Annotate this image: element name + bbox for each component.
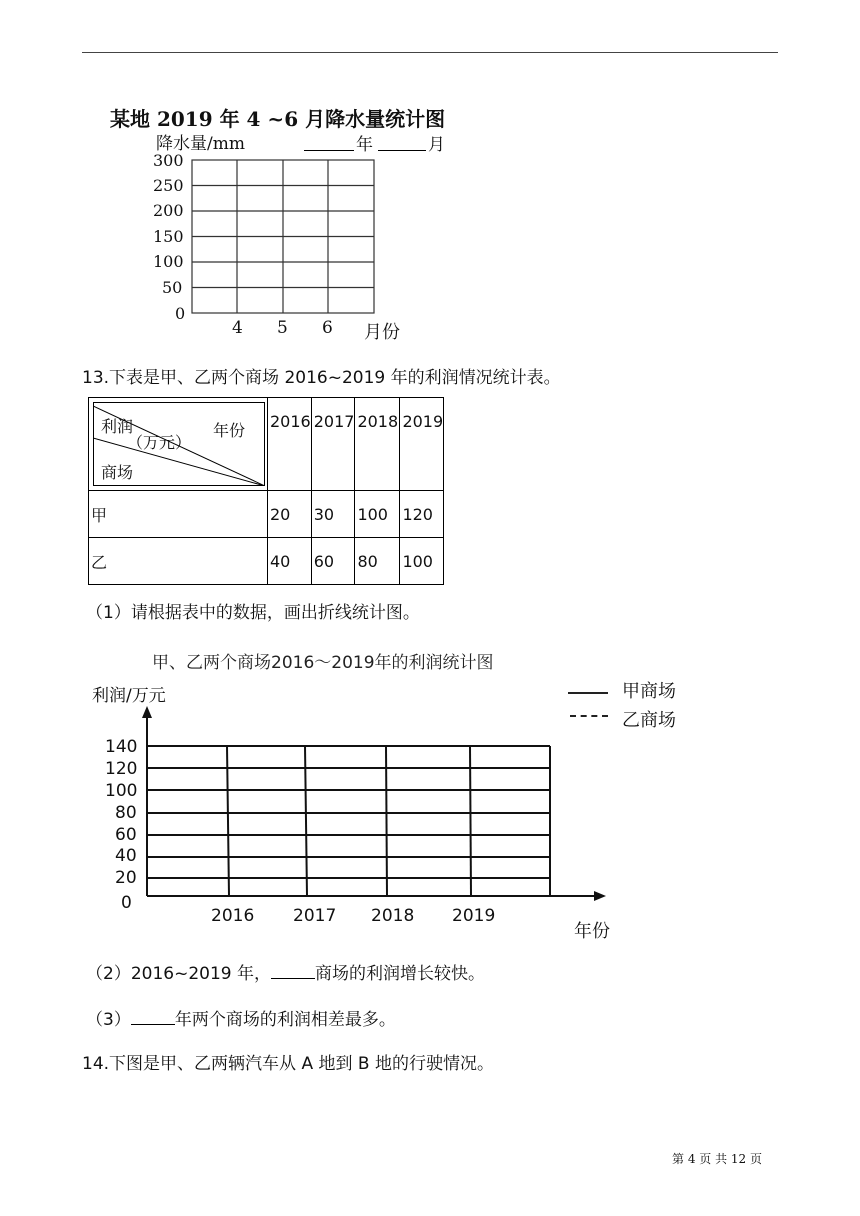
profit-y-tick: 60 <box>115 825 137 845</box>
page-footer: 第 4 页 共 12 页 <box>672 1152 762 1166</box>
table-cell: 40 <box>268 538 312 585</box>
corner-label-year: 年份 <box>213 421 246 440</box>
profit-y-tick: 80 <box>115 803 137 823</box>
table-year-header: 2016 <box>268 398 312 491</box>
rain-x-tick: 5 <box>277 318 288 338</box>
rain-date-blank-month: 月 <box>428 135 445 155</box>
corner-label-profit: 利润 <box>101 417 134 436</box>
profit-xlabel: 年份 <box>574 921 610 942</box>
profit-x-tick: 2017 <box>293 906 337 926</box>
answer-blank[interactable] <box>131 1008 175 1025</box>
rain-x-tick: 6 <box>322 318 333 338</box>
profit-y-tick: 140 <box>105 737 138 757</box>
legend-line-a <box>568 692 608 694</box>
rain-y-tick: 50 <box>162 278 183 297</box>
q13-sub3 <box>86 1008 396 1031</box>
q13-sub2-post: 商场的利润增长较快。 <box>315 964 485 984</box>
table-cell: 80 <box>355 538 400 585</box>
table-row-name: 乙 <box>89 538 268 585</box>
table-cell: 30 <box>311 491 355 538</box>
q13-sub2 <box>86 962 485 985</box>
rain-y-tick: 0 <box>175 304 186 323</box>
profit-x-tick: 2018 <box>371 906 415 926</box>
profit-x-tick: 2019 <box>452 906 496 926</box>
profit-chart-ylabel: 利润/万元 <box>92 686 166 706</box>
corner-label-store: 商场 <box>101 463 134 482</box>
rain-chart-title: 某地 2019 年 4 ~6 月降水量统计图 <box>110 107 446 131</box>
rain-y-tick: 300 <box>153 151 184 170</box>
rain-y-tick: 250 <box>153 176 184 195</box>
profit-chart-title: 甲、乙两个商场2016～2019年的利润统计图 <box>152 653 494 673</box>
legend-label-a: 甲商场 <box>622 681 676 702</box>
q13-sub1: （1）请根据表中的数据，画出折线统计图。 <box>86 603 420 623</box>
table-cell: 100 <box>400 538 444 585</box>
table-year-header: 2019 <box>400 398 444 491</box>
q13-sub2-pre: （2）2016~2019 年， <box>86 964 271 984</box>
rain-chart-ylabel: 降水量/mm <box>156 134 245 154</box>
table-cell: 100 <box>355 491 400 538</box>
profit-y-tick: 40 <box>115 846 137 866</box>
table-corner-cell <box>89 398 268 491</box>
corner-label-unit: （万元） <box>127 433 192 452</box>
q13-sub3-pre: （3） <box>86 1010 131 1030</box>
table-cell: 60 <box>311 538 355 585</box>
header-rule <box>82 52 778 53</box>
table-year-header: 2018 <box>355 398 400 491</box>
q13-stem: 13.下表是甲、乙两个商场 2016~2019 年的利润情况统计表。 <box>82 368 561 388</box>
table-row-name: 甲 <box>89 491 268 538</box>
profit-table <box>88 397 444 585</box>
q13-sub3-post: 年两个商场的利润相差最多。 <box>174 1010 396 1030</box>
table-year-header: 2017 <box>311 398 355 491</box>
profit-chart-grid <box>130 706 610 916</box>
table-row <box>89 491 444 538</box>
rain-xlabel: 月份 <box>364 322 400 343</box>
answer-blank[interactable] <box>271 962 315 979</box>
profit-x-tick: 2016 <box>211 906 255 926</box>
table-row <box>89 538 444 585</box>
rain-y-tick: 100 <box>153 252 184 271</box>
q14-stem: 14.下图是甲、乙两辆汽车从 A 地到 B 地的行驶情况。 <box>82 1054 494 1074</box>
profit-y-tick: 100 <box>105 781 138 801</box>
rain-y-tick: 200 <box>153 201 184 220</box>
rain-date-blank-year: 年 <box>356 135 373 155</box>
legend-label-b: 乙商场 <box>622 710 676 731</box>
rain-x-tick: 4 <box>232 318 243 338</box>
profit-y-tick: 0 <box>121 893 132 913</box>
table-cell: 120 <box>400 491 444 538</box>
table-cell: 20 <box>268 491 312 538</box>
profit-y-tick: 20 <box>115 868 137 888</box>
rain-y-tick: 150 <box>153 227 184 246</box>
profit-y-tick: 120 <box>105 759 138 779</box>
